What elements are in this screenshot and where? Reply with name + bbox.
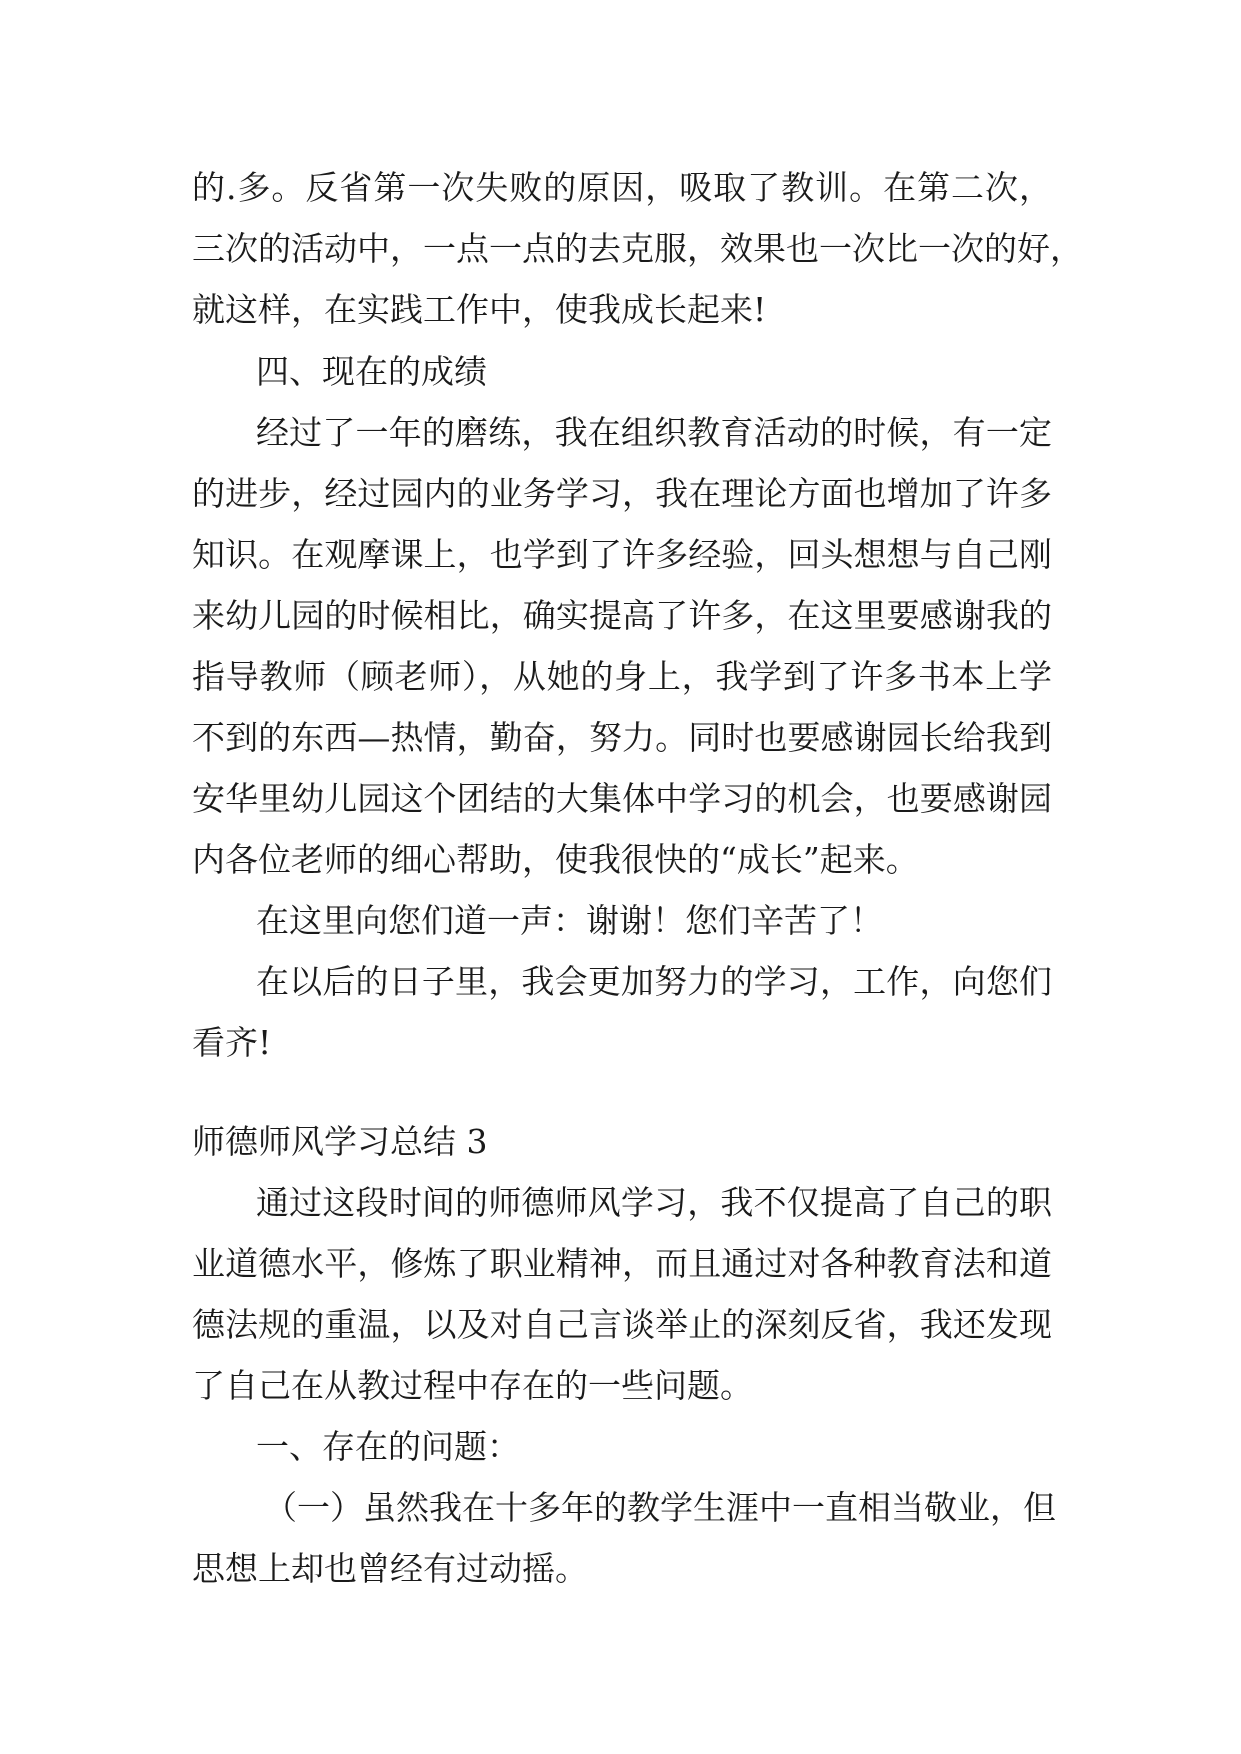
paragraph-line: 三次的活动中，一点一点的去克服，效果也一次比一次的好，	[192, 229, 1083, 268]
paragraph-line: 不到的东西—热情，勤奋，努力。同时也要感谢园长给我到	[192, 718, 1052, 757]
paragraph-line: 在这里向您们道一声：谢谢！您们辛苦了！	[256, 901, 883, 940]
paragraph-line: 德法规的重温，以及对自己言谈举止的深刻反省，我还发现	[192, 1305, 1052, 1344]
paragraph-line: 指导教师（顾老师），从她的身上，我学到了许多书本上学	[192, 657, 1052, 696]
paragraph-line: 在以后的日子里，我会更加努力的学习，工作，向您们	[256, 962, 1052, 1001]
paragraph-line: 思想上却也曾经有过动摇。	[192, 1549, 588, 1588]
section-heading: 四、现在的成绩	[256, 352, 487, 391]
paragraph-line: 内各位老师的细心帮助，使我很快的“成长”起来。	[192, 840, 919, 879]
paragraph-line: 的进步，经过园内的业务学习，我在理论方面也增加了许多	[192, 474, 1052, 513]
paragraph-line: 看齐!	[192, 1023, 272, 1062]
paragraph-line: 知识。在观摩课上，也学到了许多经验，回头想想与自己刚	[192, 535, 1052, 574]
section-heading: 一、存在的问题：	[256, 1427, 520, 1466]
paragraph-line: 安华里幼儿园这个团结的大集体中学习的机会，也要感谢园	[192, 779, 1052, 818]
paragraph-line: 经过了一年的磨练，我在组织教育活动的时候，有一定	[256, 413, 1052, 452]
paragraph-line: 通过这段时间的师德师风学习，我不仅提高了自己的职	[256, 1183, 1052, 1222]
paragraph-line: （一）虽然我在十多年的教学生涯中一直相当敬业，但	[264, 1488, 1056, 1527]
paragraph-line: 的.多。反省第一次失败的原因，吸取了教训。在第二次，	[192, 168, 1052, 207]
document-title: 师德师风学习总结 3	[192, 1122, 488, 1161]
paragraph-line: 就这样，在实践工作中，使我成长起来!	[192, 290, 767, 329]
paragraph-line: 业道德水平，修炼了职业精神，而且通过对各种教育法和道	[192, 1244, 1052, 1283]
paragraph-line: 来幼儿园的时候相比，确实提高了许多，在这里要感谢我的	[192, 596, 1052, 635]
paragraph-line: 了自己在从教过程中存在的一些问题。	[192, 1366, 753, 1405]
